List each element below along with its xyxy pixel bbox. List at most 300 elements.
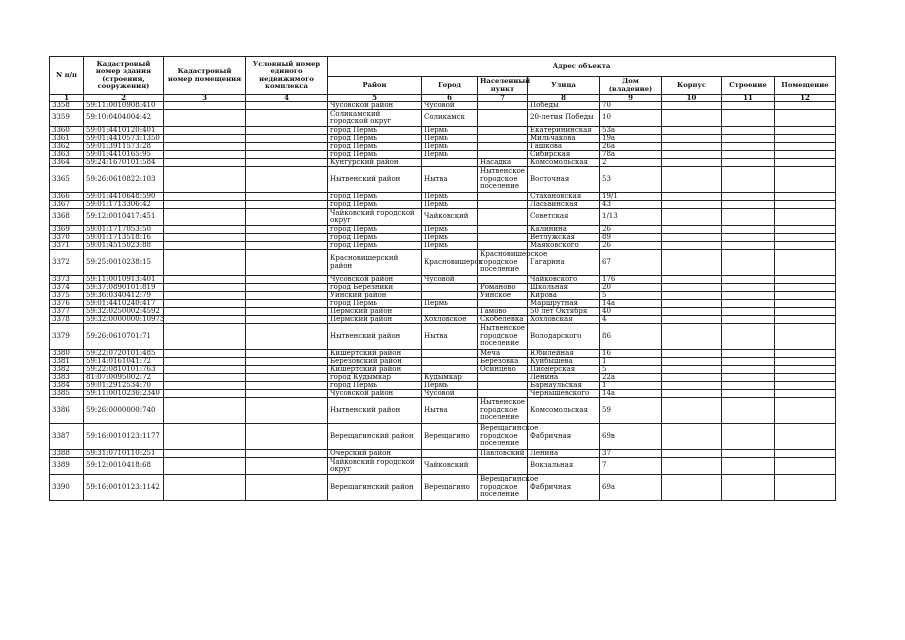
cadastral-number-cell: 59:32:0000000:10973: [84, 316, 164, 324]
street-cell: Гагарина: [528, 250, 600, 276]
house-cell: 53: [600, 167, 662, 193]
city-cell: Пермь: [422, 135, 478, 143]
locality-cell: Нытвенское городское поселение: [478, 167, 528, 193]
header-building: Корпус: [662, 77, 722, 95]
premises-cadastral-cell: [164, 382, 246, 390]
cadastral-number-cell: 59:01:4410573:1350: [84, 135, 164, 143]
house-cell: 86: [600, 324, 662, 350]
premises-cadastral-cell: [164, 350, 246, 358]
row-number-cell: 3389: [50, 458, 84, 475]
district-cell: город Кудымкар: [328, 374, 422, 382]
structure-cell: [722, 300, 775, 308]
building-cell: [662, 110, 722, 127]
house-cell: 1/13: [600, 209, 662, 226]
city-cell: [422, 358, 478, 366]
premises-cell: [775, 102, 836, 110]
conditional-number-cell: [246, 308, 328, 316]
conditional-number-cell: [246, 300, 328, 308]
street-cell: Ветлужская: [528, 234, 600, 242]
header-house: Дом (владение): [600, 77, 662, 95]
locality-cell: Нытвенское городское поселение: [478, 324, 528, 350]
table-row: [50, 350, 836, 358]
structure-cell: [722, 250, 775, 276]
structure-cell: [722, 324, 775, 350]
street-cell: 20-летия Победы: [528, 110, 600, 127]
premises-cell: [775, 143, 836, 151]
building-cell: [662, 135, 722, 143]
street-cell: Гашкова: [528, 143, 600, 151]
locality-cell: [478, 390, 528, 398]
header-num: N п/п: [50, 57, 84, 95]
building-cell: [662, 374, 722, 382]
street-cell: Кирова: [528, 292, 600, 300]
district-cell: город Пермь: [328, 193, 422, 201]
street-cell: Фабричная: [528, 475, 600, 501]
table-row: [50, 201, 836, 209]
table-row: [50, 424, 836, 450]
street-cell: Володарского: [528, 324, 600, 350]
building-cell: [662, 358, 722, 366]
building-cell: [662, 201, 722, 209]
row-number-cell: 3370: [50, 234, 84, 242]
row-number-cell: 3386: [50, 398, 84, 424]
building-cell: [662, 424, 722, 450]
conditional-number-cell: [246, 102, 328, 110]
cadastral-number-cell: 81:07:0095002:72: [84, 374, 164, 382]
premises-cadastral-cell: [164, 300, 246, 308]
header-premises-cadastral: Кадастровый номер помещения: [164, 57, 246, 95]
structure-cell: [722, 350, 775, 358]
cadastral-number-cell: 59:32:0250002:4592: [84, 308, 164, 316]
conditional-number-cell: [246, 209, 328, 226]
locality-cell: [478, 201, 528, 209]
building-cell: [662, 458, 722, 475]
house-cell: 59: [600, 398, 662, 424]
city-cell: Чайковский: [422, 209, 478, 226]
structure-cell: [722, 398, 775, 424]
district-cell: Нытвенский район: [328, 398, 422, 424]
house-cell: 1: [600, 382, 662, 390]
building-cell: [662, 475, 722, 501]
cadastral-number-cell: 59:11:0010913:401: [84, 276, 164, 284]
cadastral-number-cell: 59:37:0890101:819: [84, 284, 164, 292]
structure-cell: [722, 458, 775, 475]
locality-cell: Осинцево: [478, 366, 528, 374]
premises-cadastral-cell: [164, 390, 246, 398]
cadastral-number-cell: 59:01:4410240:417: [84, 300, 164, 308]
col-number: 7: [478, 95, 528, 102]
row-number-cell: 3381: [50, 358, 84, 366]
locality-cell: [478, 209, 528, 226]
structure-cell: [722, 382, 775, 390]
street-cell: Калинина: [528, 226, 600, 234]
structure-cell: [722, 374, 775, 382]
district-cell: город Пермь: [328, 151, 422, 159]
street-cell: Куйбышева: [528, 358, 600, 366]
locality-cell: [478, 242, 528, 250]
col-number: 10: [662, 95, 722, 102]
conditional-number-cell: [246, 110, 328, 127]
structure-cell: [722, 193, 775, 201]
city-cell: Нытва: [422, 167, 478, 193]
cadastral-number-cell: 59:01:4410120:401: [84, 127, 164, 135]
header-cadastral: Кадастровый номер здания (строения, сооружения): [84, 57, 164, 95]
premises-cadastral-cell: [164, 159, 246, 167]
city-cell: Чайковский: [422, 458, 478, 475]
table-row: [50, 284, 836, 292]
premises-cell: [775, 110, 836, 127]
premises-cadastral-cell: [164, 110, 246, 127]
cadastral-number-cell: 59:26:0610822:103: [84, 167, 164, 193]
district-cell: Нытвенский район: [328, 167, 422, 193]
conditional-number-cell: [246, 390, 328, 398]
city-cell: Нытва: [422, 324, 478, 350]
building-cell: [662, 324, 722, 350]
row-number-cell: 3371: [50, 242, 84, 250]
cadastral-number-cell: 59:01:4410648:590: [84, 193, 164, 201]
structure-cell: [722, 358, 775, 366]
locality-cell: Романово: [478, 284, 528, 292]
premises-cell: [775, 127, 836, 135]
header-structure: Строение: [722, 77, 775, 95]
city-cell: Пермь: [422, 226, 478, 234]
locality-cell: [478, 102, 528, 110]
conditional-number-cell: [246, 398, 328, 424]
premises-cadastral-cell: [164, 292, 246, 300]
conditional-number-cell: [246, 475, 328, 501]
locality-cell: Скобелевка: [478, 316, 528, 324]
table-row: [50, 151, 836, 159]
locality-cell: [478, 193, 528, 201]
street-cell: Победы: [528, 102, 600, 110]
table-row: [50, 250, 836, 276]
building-cell: [662, 159, 722, 167]
city-cell: Соликамск: [422, 110, 478, 127]
structure-cell: [722, 276, 775, 284]
row-number-cell: 3374: [50, 284, 84, 292]
structure-cell: [722, 226, 775, 234]
conditional-number-cell: [246, 366, 328, 374]
building-cell: [662, 390, 722, 398]
premises-cadastral-cell: [164, 374, 246, 382]
premises-cadastral-cell: [164, 450, 246, 458]
premises-cell: [775, 193, 836, 201]
city-cell: [422, 450, 478, 458]
row-number-cell: 3390: [50, 475, 84, 501]
building-cell: [662, 276, 722, 284]
city-cell: [422, 159, 478, 167]
conditional-number-cell: [246, 284, 328, 292]
building-cell: [662, 450, 722, 458]
header-district: Район: [328, 77, 422, 95]
district-cell: город Пермь: [328, 382, 422, 390]
house-cell: 89: [600, 234, 662, 242]
locality-cell: [478, 382, 528, 390]
conditional-number-cell: [246, 143, 328, 151]
premises-cadastral-cell: [164, 366, 246, 374]
structure-cell: [722, 127, 775, 135]
premises-cadastral-cell: [164, 316, 246, 324]
city-cell: [422, 284, 478, 292]
house-cell: 14а: [600, 300, 662, 308]
table-row: [50, 242, 836, 250]
premises-cadastral-cell: [164, 458, 246, 475]
district-cell: Чусовской район: [328, 276, 422, 284]
cadastral-number-cell: 59:25:0010238:15: [84, 250, 164, 276]
structure-cell: [722, 284, 775, 292]
row-number-cell: 3375: [50, 292, 84, 300]
conditional-number-cell: [246, 167, 328, 193]
street-cell: Ласьвинская: [528, 201, 600, 209]
house-cell: 5: [600, 366, 662, 374]
locality-cell: Меча: [478, 350, 528, 358]
row-number-cell: 3382: [50, 366, 84, 374]
street-cell: Маршрутная: [528, 300, 600, 308]
cadastral-number-cell: 59:14:0161041:72: [84, 358, 164, 366]
table-row: [50, 276, 836, 284]
premises-cell: [775, 234, 836, 242]
premises-cell: [775, 167, 836, 193]
street-cell: Сибирская: [528, 151, 600, 159]
conditional-number-cell: [246, 374, 328, 382]
street-cell: Восточная: [528, 167, 600, 193]
premises-cell: [775, 151, 836, 159]
row-number-cell: 3364: [50, 159, 84, 167]
city-cell: Пермь: [422, 300, 478, 308]
header-street: Улица: [528, 77, 600, 95]
district-cell: Нытвенский район: [328, 324, 422, 350]
col-number: 4: [246, 95, 328, 102]
locality-cell: Нытвенское городское поселение: [478, 398, 528, 424]
house-cell: 37: [600, 450, 662, 458]
premises-cell: [775, 250, 836, 276]
house-cell: 2: [600, 159, 662, 167]
locality-cell: Верещагинское городское поселение: [478, 475, 528, 501]
cadastral-number-cell: 59:36:0340412:79: [84, 292, 164, 300]
street-cell: Маяковского: [528, 242, 600, 250]
conditional-number-cell: [246, 127, 328, 135]
row-number-cell: 3388: [50, 450, 84, 458]
district-cell: Соликамский городской округ: [328, 110, 422, 127]
locality-cell: Уинское: [478, 292, 528, 300]
premises-cadastral-cell: [164, 193, 246, 201]
col-number: 9: [600, 95, 662, 102]
row-number-cell: 3373: [50, 276, 84, 284]
house-cell: 69в: [600, 424, 662, 450]
table-row: [50, 167, 836, 193]
premises-cell: [775, 382, 836, 390]
table-row: [50, 458, 836, 475]
house-cell: 1: [600, 358, 662, 366]
cadastral-number-cell: 59:11:0010908:410: [84, 102, 164, 110]
building-cell: [662, 300, 722, 308]
cadastral-number-cell: 59:31:0710110:251: [84, 450, 164, 458]
premises-cadastral-cell: [164, 135, 246, 143]
house-cell: 43: [600, 201, 662, 209]
house-cell: 19/1: [600, 193, 662, 201]
conditional-number-cell: [246, 450, 328, 458]
structure-cell: [722, 209, 775, 226]
row-number-cell: 3366: [50, 193, 84, 201]
house-cell: 26: [600, 226, 662, 234]
building-cell: [662, 250, 722, 276]
premises-cell: [775, 366, 836, 374]
building-cell: [662, 127, 722, 135]
locality-cell: [478, 234, 528, 242]
col-number: 5: [328, 95, 422, 102]
conditional-number-cell: [246, 324, 328, 350]
col-number: 11: [722, 95, 775, 102]
row-number-cell: 3378: [50, 316, 84, 324]
city-cell: Пермь: [422, 193, 478, 201]
conditional-number-cell: [246, 382, 328, 390]
col-number: 3: [164, 95, 246, 102]
cadastral-number-cell: 59:26:0610701:71: [84, 324, 164, 350]
district-cell: Верещагинский район: [328, 424, 422, 450]
cadastral-number-cell: 59:10:0404004:42: [84, 110, 164, 127]
table-row: [50, 300, 836, 308]
city-cell: Пермь: [422, 127, 478, 135]
premises-cadastral-cell: [164, 276, 246, 284]
house-cell: 10: [600, 110, 662, 127]
premises-cadastral-cell: [164, 308, 246, 316]
street-cell: Фабричная: [528, 424, 600, 450]
row-number-cell: 3361: [50, 135, 84, 143]
premises-cell: [775, 300, 836, 308]
city-cell: Нытва: [422, 398, 478, 424]
building-cell: [662, 366, 722, 374]
conditional-number-cell: [246, 151, 328, 159]
cadastral-number-cell: 59:22:0720101:485: [84, 350, 164, 358]
building-cell: [662, 292, 722, 300]
premises-cell: [775, 390, 836, 398]
premises-cell: [775, 209, 836, 226]
building-cell: [662, 167, 722, 193]
structure-cell: [722, 102, 775, 110]
house-cell: 70: [600, 102, 662, 110]
table-row: [50, 159, 836, 167]
building-cell: [662, 382, 722, 390]
structure-cell: [722, 167, 775, 193]
table-row: [50, 110, 836, 127]
city-cell: [422, 350, 478, 358]
structure-cell: [722, 201, 775, 209]
house-cell: 22а: [600, 374, 662, 382]
city-cell: Хохловское: [422, 316, 478, 324]
house-cell: 26: [600, 242, 662, 250]
locality-cell: [478, 458, 528, 475]
premises-cadastral-cell: [164, 226, 246, 234]
row-number-cell: 3383: [50, 374, 84, 382]
house-cell: 16: [600, 350, 662, 358]
premises-cell: [775, 358, 836, 366]
row-number-cell: 3359: [50, 110, 84, 127]
structure-cell: [722, 316, 775, 324]
house-cell: 4: [600, 316, 662, 324]
cadastral-number-cell: 59:01:1713306:42: [84, 201, 164, 209]
street-cell: Юбилейная: [528, 350, 600, 358]
district-cell: Чайковский городской округ: [328, 209, 422, 226]
district-cell: Кунгурский район: [328, 159, 422, 167]
header-city: Город: [422, 77, 478, 95]
table-row: [50, 398, 836, 424]
row-number-cell: 3385: [50, 390, 84, 398]
structure-cell: [722, 234, 775, 242]
premises-cadastral-cell: [164, 424, 246, 450]
table-body: [50, 102, 836, 501]
row-number-cell: 3372: [50, 250, 84, 276]
structure-cell: [722, 292, 775, 300]
house-cell: 176: [600, 276, 662, 284]
premises-cell: [775, 458, 836, 475]
structure-cell: [722, 135, 775, 143]
city-cell: Пермь: [422, 242, 478, 250]
premises-cadastral-cell: [164, 151, 246, 159]
table-header: [50, 57, 836, 102]
locality-cell: [478, 135, 528, 143]
building-cell: [662, 308, 722, 316]
district-cell: Чусовской район: [328, 390, 422, 398]
district-cell: Пермский район: [328, 316, 422, 324]
structure-cell: [722, 151, 775, 159]
cadastral-number-cell: 59:16:0010123:1142: [84, 475, 164, 501]
house-cell: 53а: [600, 127, 662, 135]
premises-cell: [775, 292, 836, 300]
conditional-number-cell: [246, 193, 328, 201]
row-number-cell: 3365: [50, 167, 84, 193]
city-cell: Верещагино: [422, 424, 478, 450]
structure-cell: [722, 390, 775, 398]
building-cell: [662, 151, 722, 159]
locality-cell: Верещагинское городское поселение: [478, 424, 528, 450]
premises-cell: [775, 475, 836, 501]
cadastral-number-cell: 59:26:0000000:740: [84, 398, 164, 424]
table-row: [50, 475, 836, 501]
row-number-cell: 3358: [50, 102, 84, 110]
table-row: [50, 209, 836, 226]
locality-cell: Красновишерское городское поселение: [478, 250, 528, 276]
premises-cadastral-cell: [164, 209, 246, 226]
col-number: 12: [775, 95, 836, 102]
house-cell: 14а: [600, 390, 662, 398]
row-number-cell: 3380: [50, 350, 84, 358]
cadastral-number-cell: 59:01:4515023:88: [84, 242, 164, 250]
header-conditional-number: Условный номер единого недвижимого комплекса: [246, 57, 328, 95]
premises-cadastral-cell: [164, 167, 246, 193]
street-cell: Стахановская: [528, 193, 600, 201]
locality-cell: Березовка: [478, 358, 528, 366]
district-cell: город Пермь: [328, 300, 422, 308]
structure-cell: [722, 143, 775, 151]
table-row: [50, 390, 836, 398]
building-cell: [662, 316, 722, 324]
city-cell: Пермь: [422, 234, 478, 242]
cadastral-number-cell: 59:01:3911573:28: [84, 143, 164, 151]
street-cell: Мильчакова: [528, 135, 600, 143]
locality-cell: Насадка: [478, 159, 528, 167]
premises-cell: [775, 159, 836, 167]
structure-cell: [722, 110, 775, 127]
cadastral-number-cell: 59:01:2912534:70: [84, 382, 164, 390]
street-cell: Ленина: [528, 374, 600, 382]
district-cell: город Пермь: [328, 234, 422, 242]
col-number: 6: [422, 95, 478, 102]
district-cell: Пермский район: [328, 308, 422, 316]
row-number-cell: 3369: [50, 226, 84, 234]
cadastral-number-cell: 59:12:0010418:68: [84, 458, 164, 475]
col-number: 8: [528, 95, 600, 102]
cadastral-number-cell: 59:24:1670101:584: [84, 159, 164, 167]
